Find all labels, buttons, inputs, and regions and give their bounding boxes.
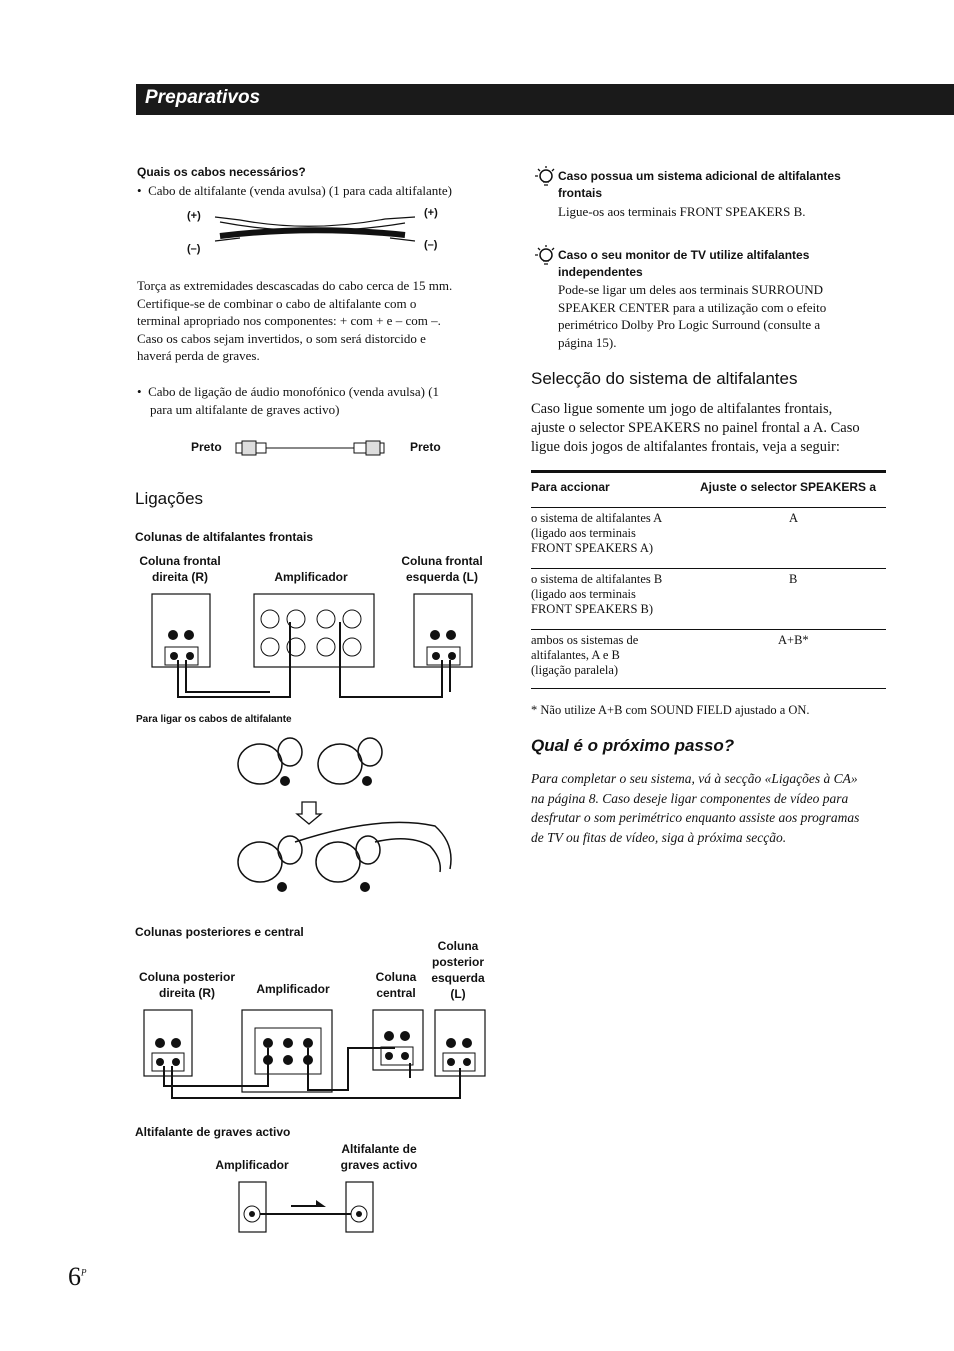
table-cell-setting: A+B*	[778, 633, 809, 647]
table-bottom-rule	[531, 688, 886, 689]
page-number-suffix: P	[81, 1267, 87, 1278]
para-line: Certifique-se de combinar o cabo de altifalante com o	[137, 295, 417, 311]
table-cell-line: o sistema de altifalantes B	[531, 572, 663, 586]
label-line: graves activo	[340, 1158, 418, 1172]
next-body-line: desfrutar o som perimétrico enquanto assiste aos programas	[531, 810, 860, 825]
page-title: Preparativos	[145, 87, 261, 108]
bullet-2-line: para um altifalante de graves activo)	[150, 401, 340, 417]
header-bar	[136, 84, 954, 115]
table-cell-line: ambos os sistemas de	[531, 633, 639, 647]
label-line: Coluna posterior	[138, 970, 235, 984]
label-line: central	[376, 986, 416, 1000]
next-body-line: Para completar o seu sistema, vá à secção «Ligações à CA»	[531, 771, 858, 786]
plus-label-left: (+)	[187, 210, 201, 222]
tip-body-line: perimétrico Dolby Pro Logic Surround (consulte a	[558, 317, 821, 332]
front-right-label	[130, 553, 230, 585]
tip-1-title	[558, 168, 841, 202]
tip-body-line: SPEAKER CENTER para a utilização com o efeito	[558, 299, 827, 315]
table-row	[531, 572, 662, 617]
cables-bullet-1: • Cabo de altifalante (venda avulsa) (1 para cada altifalante)	[137, 183, 452, 198]
minus-label-right: (–)	[424, 239, 438, 251]
label-line: direita (R)	[158, 986, 215, 1000]
tip-title-line: Caso possua um sistema adicional de altifalantes	[558, 169, 841, 183]
label-line: Coluna	[375, 970, 417, 984]
cables-heading: Quais os cabos necessários?	[137, 165, 306, 179]
para-line: terminal apropriado nos componentes: + com + e – com –.	[137, 313, 441, 328]
selection-intro	[531, 400, 891, 457]
para-line: Torça as extremidades descascadas do cabo cerca de 15 mm.	[137, 278, 453, 293]
hint-icon	[535, 244, 555, 266]
intro-line: ajuste o selector SPEAKERS no painel frontal a A. Caso	[531, 420, 860, 436]
label-line: Coluna frontal	[139, 554, 221, 568]
label-line: esquerda	[431, 971, 485, 985]
table-row	[531, 633, 638, 678]
label-line: posterior	[431, 955, 484, 969]
tip-body-line: Pode-se ligar um deles aos terminais SURROUND	[558, 282, 824, 297]
table-rule	[531, 629, 886, 630]
cables-paragraph	[137, 277, 497, 365]
subwoofer-diagram	[238, 1180, 378, 1235]
table-cell-line: FRONT SPEAKERS B)	[531, 602, 654, 616]
table-footnote: * Não utilize A+B com SOUND FIELD ajustado a ON.	[531, 703, 810, 717]
black-label-left: Preto	[191, 440, 222, 454]
table-rule	[531, 568, 886, 569]
terminal-illustration	[230, 734, 460, 894]
next-body	[531, 769, 859, 847]
tip-title-line: Caso o seu monitor de TV utilize altifalantes	[558, 248, 810, 262]
next-title: Qual é o próximo passo?	[531, 736, 735, 755]
minus-label-left: (–)	[187, 243, 201, 255]
table-cell-line: (ligado aos terminais	[531, 526, 636, 540]
mono-cable-diagram	[234, 440, 404, 456]
table-top-rule	[531, 470, 886, 473]
bullet-2-line: Cabo de ligação de áudio monofónico (venda avulsa) (1	[148, 384, 440, 399]
hint-icon	[535, 165, 555, 187]
table-header-col1: Para accionar	[531, 480, 610, 494]
selection-title: Selecção do sistema de altifalantes	[531, 369, 798, 388]
tip-2-title	[558, 247, 809, 281]
amplifier-label: Amplificador	[274, 570, 348, 584]
table-cell-line: FRONT SPEAKERS A)	[531, 541, 654, 555]
table-header-col2: Ajuste o selector SPEAKERS a	[700, 480, 877, 494]
front-heading: Colunas de altifalantes frontais	[135, 530, 314, 544]
table-cell-line: (ligação paralela)	[531, 663, 619, 677]
table-cell-setting: A	[789, 511, 799, 525]
table-row	[531, 511, 662, 556]
label-line: Coluna	[437, 939, 479, 953]
rear-speakers-diagram	[140, 1008, 490, 1103]
intro-line: ligue dois jogos de altifalantes frontais, veja a seguir:	[531, 439, 840, 455]
table-cell-line: o sistema de altifalantes A	[531, 511, 663, 525]
tip-2-body	[558, 281, 826, 351]
cables-bullet-2: • Cabo de ligação de áudio monofónico (venda avulsa) (1 para um altifalante de graves activo)	[137, 383, 497, 418]
table-cell-line: (ligado aos terminais	[531, 587, 636, 601]
rear-right-label	[132, 969, 242, 1001]
page-number-digit: 6	[68, 1262, 81, 1291]
label-line: Altifalante de	[341, 1142, 417, 1156]
next-body-line: na página 8. Caso deseje ligar componentes de vídeo para	[531, 790, 849, 806]
table-cell-setting: B	[789, 572, 798, 586]
rear-amplifier-label: Amplificador	[256, 982, 330, 996]
label-line: esquerda (L)	[405, 570, 478, 584]
sub-amplifier-label: Amplificador	[215, 1158, 289, 1172]
para-line: Caso os cabos sejam invertidos, o som será distorcido e	[137, 330, 426, 346]
table-rule	[531, 507, 886, 508]
tip-1-body: Ligue-os aos terminais FRONT SPEAKERS B.	[558, 204, 806, 219]
table-cell-line: altifalantes, A e B	[531, 648, 620, 662]
rear-left-label	[424, 938, 492, 1002]
cables-bullet-1-text: Cabo de altifalante (venda avulsa) (1 para cada altifalante)	[148, 183, 452, 198]
center-label	[366, 969, 426, 1001]
black-label-right: Preto	[410, 440, 441, 454]
speaker-cable-diagram	[210, 205, 420, 250]
front-left-label	[392, 553, 492, 585]
label-line: Coluna frontal	[401, 554, 483, 568]
page-number	[68, 1262, 87, 1292]
arrow-down-icon	[297, 802, 321, 824]
tip-body-line: página 15).	[558, 334, 617, 350]
plus-label-right: (+)	[424, 207, 438, 219]
intro-line: Caso ligue somente um jogo de altifalantes frontais,	[531, 401, 833, 417]
sub-heading: Altifalante de graves activo	[135, 1125, 291, 1139]
sub-label	[326, 1141, 432, 1173]
label-line: (L)	[450, 987, 466, 1001]
label-line: direita (R)	[151, 570, 208, 584]
para-line: haverá perda de graves.	[137, 348, 260, 363]
connections-title: Ligações	[135, 489, 204, 508]
tip-title-line: independentes	[558, 265, 643, 279]
rear-heading: Colunas posteriores e central	[135, 925, 304, 939]
next-body-line: de TV ou fitas de vídeo, siga à próxima secção.	[531, 829, 787, 845]
tip-title-line: frontais	[558, 186, 603, 200]
cable-note: Para ligar os cabos de altifalante	[136, 714, 292, 725]
front-speakers-diagram	[150, 592, 480, 702]
